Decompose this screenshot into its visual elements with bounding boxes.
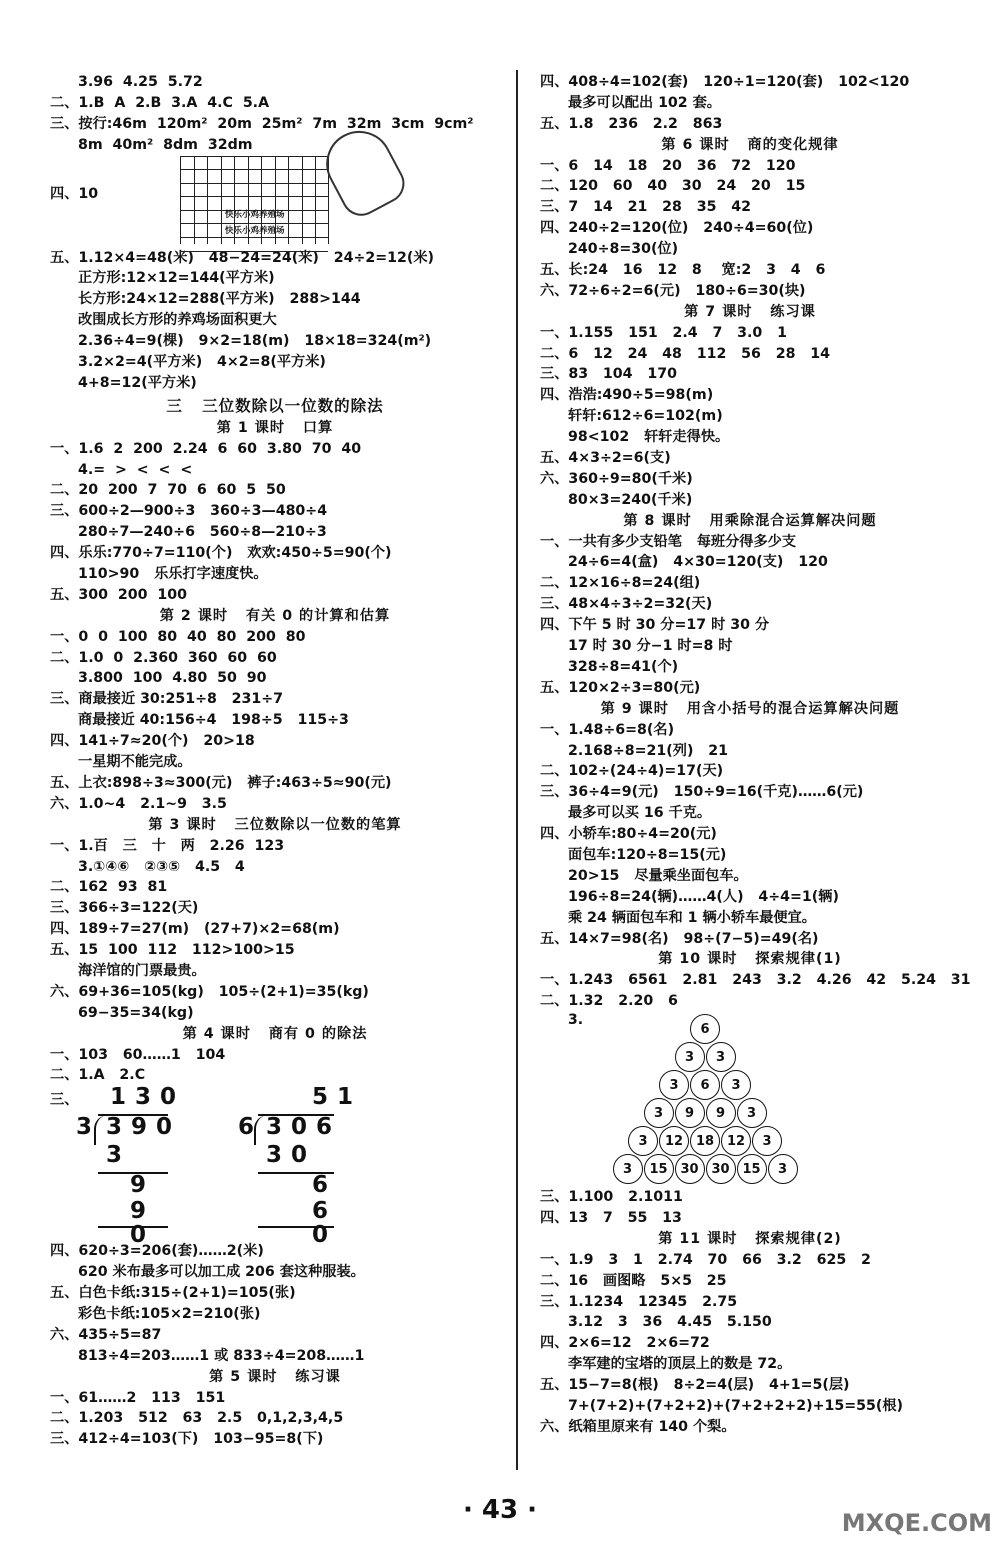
answer-line: 六、72÷6÷2=6(元) 180÷6=30(块)	[540, 282, 806, 299]
answer-line: 一、1.6 2 200 2.24 6 60 3.80 70 40	[50, 440, 362, 457]
answer-line: 三、商最接近 30:251÷8 231÷7	[50, 691, 284, 708]
pyramid-number: 30	[706, 1154, 736, 1184]
answer-line: 二、120 60 40 30 24 20 15	[540, 178, 806, 195]
answer-line: 110>90 乐乐打字速度快。	[78, 566, 268, 583]
lesson-title: 第 4 课时 商有 0 的除法	[182, 1025, 368, 1042]
pyramid-number: 15	[644, 1154, 674, 1184]
answer-line: 3.2×2=4(平方米) 4×2=8(平方米)	[78, 354, 326, 371]
answer-line: 三、1.1234 12345 2.75	[540, 1293, 738, 1310]
answer-line: 一、1.155 151 2.4 7 3.0 1	[540, 324, 787, 341]
lesson-title: 第 9 课时 用含小括号的混合运算解决问题	[600, 700, 900, 717]
quotient: 130	[110, 1084, 186, 1111]
answer-line: 一、103 60……1 104	[50, 1046, 226, 1063]
lesson-title: 第 1 课时 口算	[216, 419, 334, 436]
answer-line: 三、按行:46m 120m² 20m 25m² 7m 32m 3cm 9cm²	[50, 115, 474, 132]
answer-line: 海洋馆的门票最贵。	[78, 962, 206, 979]
right-column	[540, 72, 971, 1438]
answer-line: 280÷7—240÷6 560÷8—210÷3	[78, 524, 327, 541]
answer-line: 五、上衣:898÷3≈300(元) 裤子:463÷5≈90(元)	[50, 774, 392, 791]
answer-line: 328÷8=41(个)	[568, 658, 679, 675]
unit-title: 三 三位数除以一位数的除法	[166, 396, 384, 415]
answer-line: 80×3=240(千米)	[568, 491, 693, 508]
page-number: · 43 ·	[462, 1495, 538, 1525]
answer-line: 五、15−7=8(根) 8÷2=4(层) 4+1=5(层)	[540, 1377, 850, 1394]
pyramid-question-label: 3.	[568, 1012, 584, 1029]
pyramid-number: 3	[752, 1126, 782, 1156]
watermark: MXQE.COM	[841, 1509, 992, 1537]
answer-line: 三、48×4÷3÷2=32(天)	[540, 596, 713, 613]
answer-line: 商最接近 40:156÷4 198÷5 115÷3	[78, 712, 349, 729]
pyramid-number: 3	[659, 1070, 689, 1100]
answer-line: 一、1.9 3 1 2.74 70 66 3.2 625 2	[540, 1251, 871, 1268]
answer-line: 二、1.B A 2.B 3.A 4.C 5.A	[50, 94, 270, 111]
answer-line: 四、141÷7≈20(个) 20>18	[50, 733, 255, 750]
answer-line: 三、83 104 170	[540, 366, 677, 383]
answer-line: 四、浩浩:490÷5=98(m)	[540, 387, 714, 404]
grid-tag: 快乐小鸡养殖场	[225, 225, 285, 236]
answer-line: 二、1.A 2.C	[50, 1067, 146, 1084]
pyramid-number: 12	[721, 1126, 751, 1156]
answer-line: 一、6 14 18 20 36 72 120	[540, 157, 796, 174]
pyramid-number: 3	[644, 1098, 674, 1128]
pyramid-number: 3	[613, 1154, 643, 1184]
farm-grid-figure	[50, 156, 500, 248]
answer-line: 四、13 7 55 13	[540, 1209, 682, 1226]
answer-line: 四、189÷7=27(m) (27+7)×2=68(m)	[50, 921, 340, 938]
answer-line: 正方形:12×12=144(平方米)	[78, 270, 275, 287]
answer-line: 面包车:120÷8=15(元)	[568, 846, 727, 863]
answer-line: 二、162 93 81	[50, 879, 168, 896]
answer-line: 二、6 12 24 48 112 56 28 14	[540, 345, 831, 362]
answer-line: 轩轩:612÷6=102(m)	[568, 408, 723, 425]
answer-line: 二、16 画图略 5×5 25	[540, 1272, 727, 1289]
answer-line: 四、2×6=12 2×6=72	[540, 1335, 710, 1352]
grid-question-label: 四、10	[50, 185, 99, 202]
answer-line: 彩色卡纸:105×2=210(张)	[78, 1305, 261, 1322]
answer-line: 五、1.12×4=48(米) 48−24=24(米) 24÷2=12(米)	[50, 249, 435, 266]
pyramid-number: 3	[737, 1098, 767, 1128]
left-column	[50, 72, 500, 1450]
answer-line: 六、1.0~4 2.1~9 3.5	[50, 795, 227, 812]
answer-line: 三、36÷4=9(元) 150÷9=16(千克)……6(元)	[540, 784, 864, 801]
lesson-title: 第 7 课时 练习课	[684, 303, 816, 320]
answer-line: 2.168÷8=21(列) 21	[568, 742, 728, 759]
step-value: 0	[130, 1222, 156, 1249]
answer-line: 一、1.百 三 十 两 2.26 123	[50, 837, 285, 854]
answer-line: 20>15 尽量乘坐面包车。	[568, 867, 748, 884]
answer-line: 3.96 4.25 5.72	[78, 74, 203, 90]
answer-line: 二、102÷(24÷4)=17(天)	[540, 763, 724, 780]
lesson-title: 第 5 课时 练习课	[209, 1368, 341, 1385]
answer-line: 3.800 100 4.80 50 90	[78, 670, 267, 687]
answer-line: 五、120×2÷3=80(元)	[540, 679, 701, 696]
answer-line: 4+8=12(平方米)	[78, 374, 197, 391]
pyramid-number: 9	[675, 1098, 705, 1128]
answer-line: 三、7 14 21 28 35 42	[540, 199, 752, 216]
answer-line: 四、240÷2=120(位) 240÷4=60(位)	[540, 220, 814, 237]
lesson-title: 第 6 课时 商的变化规律	[661, 136, 839, 153]
answer-line: 五、14×7=98(名) 98÷(7−5)=49(名)	[540, 930, 819, 947]
answer-line: 一、1.48÷6=8(名)	[540, 721, 675, 738]
answer-line: 196÷8=24(辆)……4(人) 4÷4=1(辆)	[568, 888, 839, 905]
dividend: 306	[266, 1114, 342, 1141]
divisor: 6	[238, 1114, 264, 1141]
lesson-title: 第 10 课时 探索规律(1)	[658, 951, 842, 968]
lesson-title: 第 11 课时 探索规律(2)	[658, 1230, 842, 1247]
answer-line: 六、69+36=105(kg) 105÷(2+1)=35(kg)	[50, 983, 369, 1000]
answer-line: 813÷4=203……1 或 833÷4=208……1	[78, 1347, 365, 1364]
answer-line: 长方形:24×12=288(平方米) 288>144	[78, 291, 361, 308]
step-value: 6	[312, 1198, 338, 1225]
divisor: 3	[76, 1114, 102, 1141]
step-value: 9	[130, 1172, 156, 1199]
answer-line: 一、1.243 6561 2.81 243 3.2 4.26 42 5.24 31	[540, 972, 971, 989]
answer-line: 620 米布最多可以加工成 206 套这种服装。	[78, 1264, 365, 1281]
answer-line: 六、360÷9=80(千米)	[540, 470, 693, 487]
answer-line: 二、1.0 0 2.360 360 60 60	[50, 649, 277, 666]
answer-line: 一、61……2 113 151	[50, 1389, 226, 1406]
answer-line: 2.36÷4=9(棵) 9×2=18(m) 18×18=324(m²)	[78, 333, 432, 350]
answer-line: 三、1.100 2.1011	[540, 1189, 683, 1206]
grid-tag: 快乐小鸡养殖场	[225, 209, 285, 220]
answer-line: 二、12×16÷8=24(组)	[540, 575, 701, 592]
answer-line: 24÷6=4(盒) 4×30=120(支) 120	[568, 554, 828, 571]
pyramid-number: 3	[628, 1126, 658, 1156]
answer-line: 五、15 100 112 112>100>15	[50, 942, 295, 959]
step-value: 3	[106, 1142, 132, 1169]
answer-line: 四、620÷3=206(套)……2(米)	[50, 1243, 264, 1260]
answer-line: 二、1.203 512 63 2.5 0,1,2,3,4,5	[50, 1410, 344, 1427]
answer-line: 改围成长方形的养鸡场面积更大	[78, 312, 277, 329]
answer-line: 98<102 轩轩走得快。	[568, 429, 730, 446]
answer-line: 五、长:24 16 12 8 宽:2 3 4 6	[540, 262, 826, 279]
pyramid-number: 3	[675, 1042, 705, 1072]
lesson-title: 第 2 课时 有关 0 的计算和估算	[159, 607, 391, 624]
answer-line: 六、纸箱里原来有 140 个梨。	[540, 1418, 736, 1435]
answer-line: 最多可以买 16 千克。	[568, 805, 712, 822]
answer-line: 7+(7+2)+(7+2+2)+(7+2+2+2)+15=55(根)	[568, 1397, 904, 1414]
pyramid-number: 3	[768, 1154, 798, 1184]
pyramid-number: 12	[659, 1126, 689, 1156]
answer-line: 五、4×3÷2=6(支)	[540, 450, 671, 467]
number-pyramid	[540, 1012, 960, 1187]
answer-line: 二、1.32 2.20 6	[540, 993, 678, 1010]
lesson-title: 第 8 课时 用乘除混合运算解决问题	[623, 512, 877, 529]
answer-line: 一、一共有多少支铅笔 每班分得多少支	[540, 533, 797, 550]
answer-line: 三、366÷3=122(天)	[50, 900, 199, 917]
pyramid-number: 15	[737, 1154, 767, 1184]
answer-line: 四、下午 5 时 30 分=17 时 30 分	[540, 617, 770, 634]
pyramid-number: 30	[675, 1154, 705, 1184]
pyramid-number: 3	[721, 1070, 751, 1100]
answer-line: 3.①④⑥ ②③⑤ 4.5 4	[78, 858, 245, 875]
answer-line: 五、白色卡纸:315÷(2+1)=105(张)	[50, 1285, 296, 1302]
step-value: 0	[312, 1222, 338, 1249]
answer-line: 四、乐乐:770÷7=110(个) 欢欢:450÷5=90(个)	[50, 545, 392, 562]
pyramid-number: 18	[690, 1126, 720, 1156]
answer-line: 四、小轿车:80÷4=20(元)	[540, 826, 717, 843]
dividend: 390	[106, 1114, 182, 1141]
answer-line: 三、600÷2—900÷3 360÷3—480÷4	[50, 503, 328, 520]
answer-line: 240÷8=30(位)	[568, 241, 679, 258]
answer-line: 17 时 30 分−1 时=8 时	[568, 638, 733, 655]
answer-line: 李军建的宝塔的顶层上的数是 72。	[568, 1356, 792, 1373]
answer-line: 3.12 3 36 4.45 5.150	[568, 1314, 772, 1331]
pyramid-number: 9	[706, 1098, 736, 1128]
pyramid-number: 6	[690, 1070, 720, 1100]
long-division-figure	[50, 1084, 500, 1249]
division-question-label: 三、	[50, 1092, 79, 1109]
answer-line: 69−35=34(kg)	[78, 1004, 194, 1021]
answer-line: 五、1.8 236 2.2 863	[540, 115, 723, 132]
answer-line: 二、20 200 7 70 6 60 5 50	[50, 482, 286, 499]
answer-line: 六、435÷5=87	[50, 1326, 162, 1343]
step-value: 30	[266, 1142, 317, 1169]
pyramid-number: 6	[690, 1014, 720, 1044]
quotient: 51	[312, 1084, 363, 1111]
lesson-title: 第 3 课时 三位数除以一位数的笔算	[148, 816, 402, 833]
pyramid-number: 3	[706, 1042, 736, 1072]
answer-line: 一星期不能完成。	[78, 754, 192, 771]
answer-line: 最多可以配出 102 套。	[568, 94, 721, 111]
answer-line: 四、408÷4=102(套) 120÷1=120(套) 102<120	[540, 74, 910, 90]
answer-line: 8m 40m² 8dm 32dm	[78, 136, 253, 153]
answer-line: 三、412÷4=103(下) 103−95=8(下)	[50, 1431, 324, 1448]
answer-line: 五、300 200 100	[50, 586, 187, 603]
answer-line: 乘 24 辆面包车和 1 辆小轿车最便宜。	[568, 909, 816, 926]
answer-line: 一、0 0 100 80 40 80 200 80	[50, 628, 306, 645]
column-divider	[516, 70, 518, 1470]
answer-line: 4.= > < < <	[78, 461, 193, 478]
step-value: 6	[312, 1172, 338, 1199]
step-value: 9	[130, 1198, 156, 1225]
